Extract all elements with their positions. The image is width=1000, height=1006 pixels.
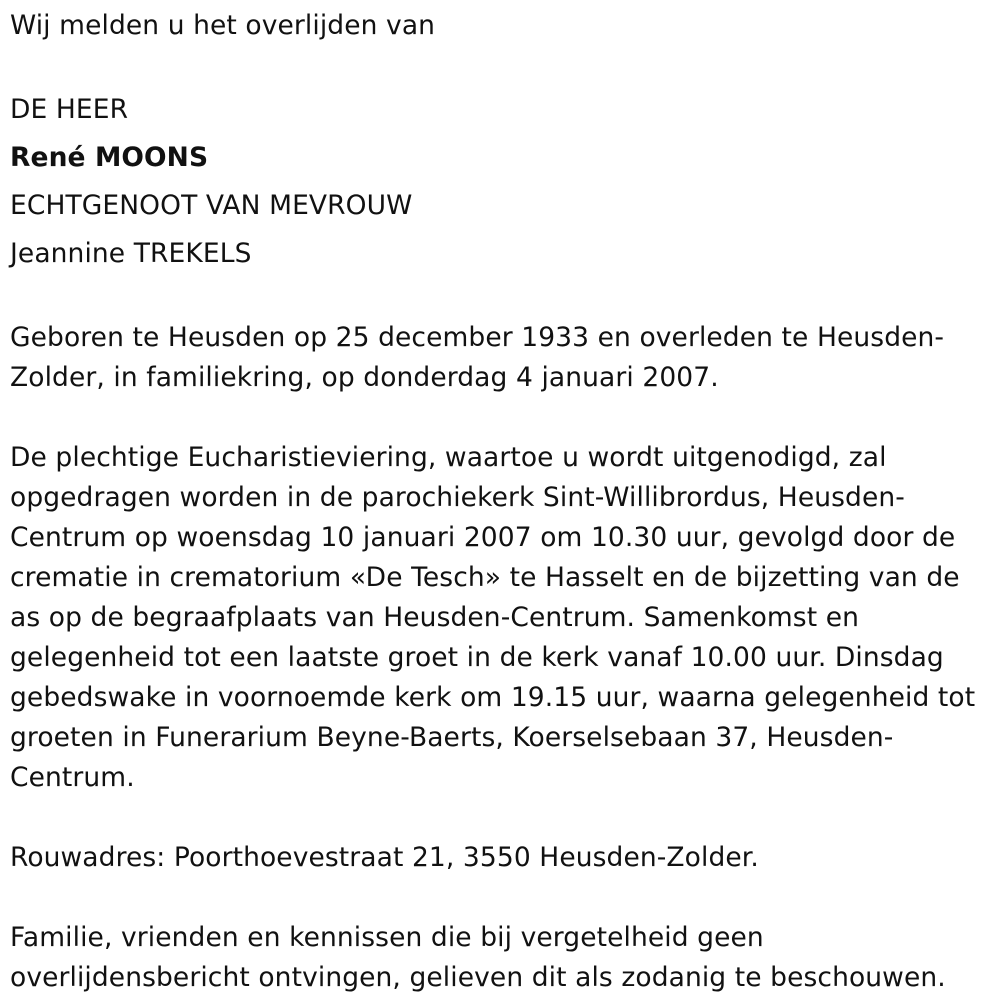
birth-death-paragraph: Geboren te Heusden op 25 december 1933 en overleden te Heusden-Zolder, in familiekring, op donderdag 4 januari 2007. <box>10 322 945 393</box>
deceased-block <box>10 86 985 278</box>
death-notice <box>10 6 985 998</box>
closing-paragraph: Familie, vrienden en kennissen die bij vergetelheid geen overlijdensbericht ontvingen, gelieven dit als zodanig te beschouwen. <box>10 922 946 993</box>
spouse-name: Jeannine TREKELS <box>10 238 252 269</box>
deceased-name: René MOONS <box>10 142 209 173</box>
title-prefix: DE HEER <box>10 94 129 125</box>
ceremony-paragraph: De plechtige Eucharistieviering, waartoe u wordt uitgenodigd, zal opgedragen worden in de parochiekerk Sint-Willibrordus, Heusden-Centrum op woensdag 10 januari 2007 om 10.30 uur, gevolgd door de crematie in crematorium «De Tesch» te Hasselt en de bijzetting van de as op de begraafplaats van Heusden-Centrum. Samenkomst en gelegenheid tot een laatste groet in de kerk vanaf 10.00 uur. Dinsdag gebedswake in voornoemde kerk om 19.15 uur, waarna gelegenheid tot groeten in Funerarium Beyne-Baerts, Koerselsebaan 37, Heusden-Centrum. <box>10 442 976 793</box>
relation-label: ECHTGENOOT VAN MEVROUW <box>10 190 413 221</box>
mourning-address: Rouwadres: Poorthoevestraat 21, 3550 Heusden-Zolder. <box>10 842 759 873</box>
intro-text: Wij melden u het overlijden van <box>10 10 436 41</box>
